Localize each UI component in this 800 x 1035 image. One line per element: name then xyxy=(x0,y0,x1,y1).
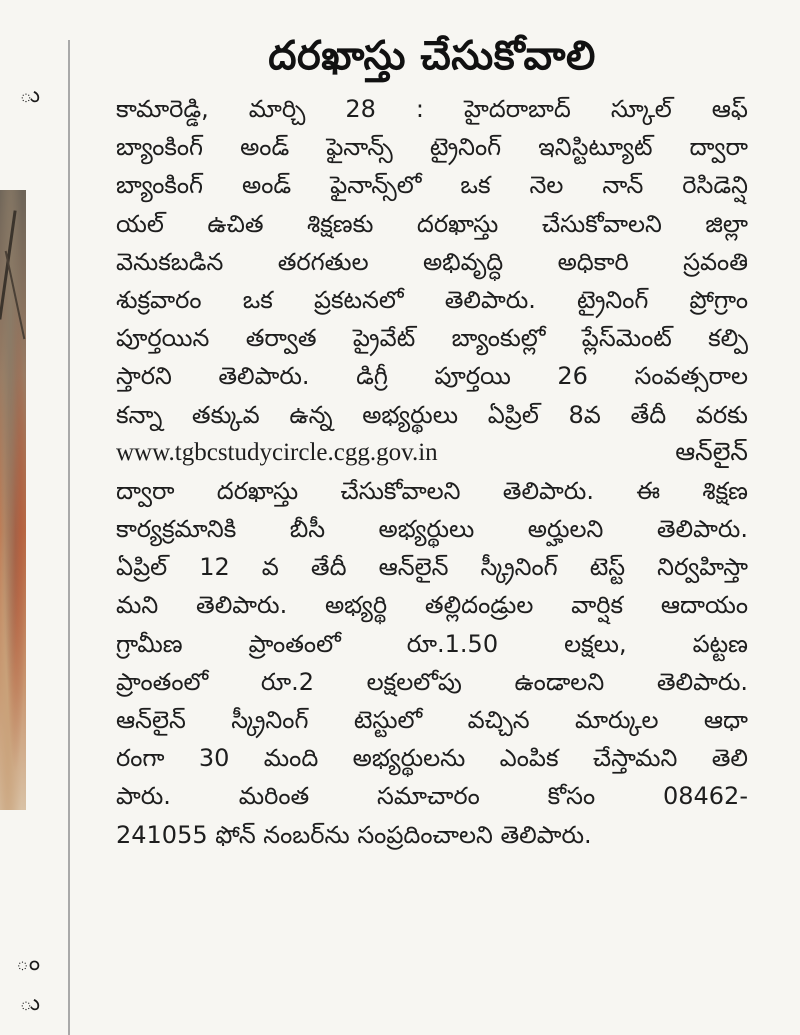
article-line: శుక్రవారం ఒక ప్రకటనలో తెలిపారు. ట్రైనింగ్ ప్రోగ్రాం xyxy=(116,285,748,314)
article-line: పూర్తయిన తర్వాత ప్రైవేట్ బ్యాంకుల్లో ప్లేస్‌మెంట్ కల్పి xyxy=(116,324,748,353)
article-line: పారు. మరింత సమాచారం కోసం 08462- xyxy=(116,782,748,811)
adjacent-photo-fragment xyxy=(0,190,26,810)
news-article xyxy=(116,28,748,854)
article-line: కన్నా తక్కువ ఉన్న అభ్యర్థులు ఏప్రిల్ 8వ తేదీ వరకు xyxy=(116,400,748,429)
article-line: స్తారని తెలిపారు. డిగ్రీ పూర్తయి 26 సంవత్సరాల xyxy=(116,362,748,391)
article-line: రంగా 30 మంది అభ్యర్థులను ఎంపిక చేస్తామని తెలి xyxy=(116,744,748,773)
article-line: వెనుకబడిన తరగతుల అభివృద్ధి అధికారి స్రవంతి xyxy=(116,247,748,276)
article-body xyxy=(116,90,748,854)
article-line-url: www.tgbcstudycircle.cgg.gov.in ఆన్‌లైన్ xyxy=(116,438,748,466)
article-line: ఏప్రిల్ 12 వ తేదీ ఆన్‌లైన్ స్క్రీనింగ్ టెస్ట్ నిర్వహిస్తా xyxy=(116,553,748,582)
article-line: గ్రామీణ ప్రాంతంలో రూ.1.50 లక్షలు, పట్టణ xyxy=(116,629,748,658)
article-line: ప్రాంతంలో రూ.2 లక్షలలోపు ఉండాలని తెలిపారు. xyxy=(116,667,748,696)
column-divider xyxy=(68,40,70,1035)
article-line: ద్వారా దరఖాస్తు చేసుకోవాలని తెలిపారు. ఈ శిక్షణ xyxy=(116,476,748,505)
adjacent-column-fragment xyxy=(0,0,40,1035)
article-line: కామారెడ్డి, మార్చి 28 : హైదరాబాద్ స్కూల్ ఆఫ్ xyxy=(116,95,748,123)
adjacent-text-fragment: ం xyxy=(16,951,40,976)
adjacent-text-fragment: ు xyxy=(19,83,40,108)
article-line: యల్ ఉచిత శిక్షణకు దరఖాస్తు చేసుకోవాలని జిల్లా xyxy=(116,209,748,238)
article-headline: దరఖాస్తు చేసుకోవాలి xyxy=(268,33,596,79)
adjacent-text-fragment: ు xyxy=(19,991,40,1016)
article-line: ఆన్‌లైన్ స్క్రీనింగ్ టెస్టులో వచ్చిన మార్కుల ఆధా xyxy=(116,706,748,734)
article-line: కార్యక్రమానికి బీసీ అభ్యర్థులు అర్హులని తెలిపారు. xyxy=(116,515,748,544)
article-line: 241055 ఫోన్ నంబర్‌ను సంప్రదించాలని తెలిపారు. xyxy=(116,820,592,849)
article-line: మని తెలిపారు. అభ్యర్థి తల్లిదండ్రుల వార్షిక ఆదాయం xyxy=(116,591,748,620)
article-line: బ్యాంకింగ్ అండ్ ఫైనాన్స్‌లో ఒక నెల నాన్ రెసిడెన్షి xyxy=(116,171,748,200)
article-line: బ్యాంకింగ్ అండ్ ఫైనాన్స్ ట్రైనింగ్ ఇనిస్టిట్యూట్ ద్వారా xyxy=(116,133,748,162)
